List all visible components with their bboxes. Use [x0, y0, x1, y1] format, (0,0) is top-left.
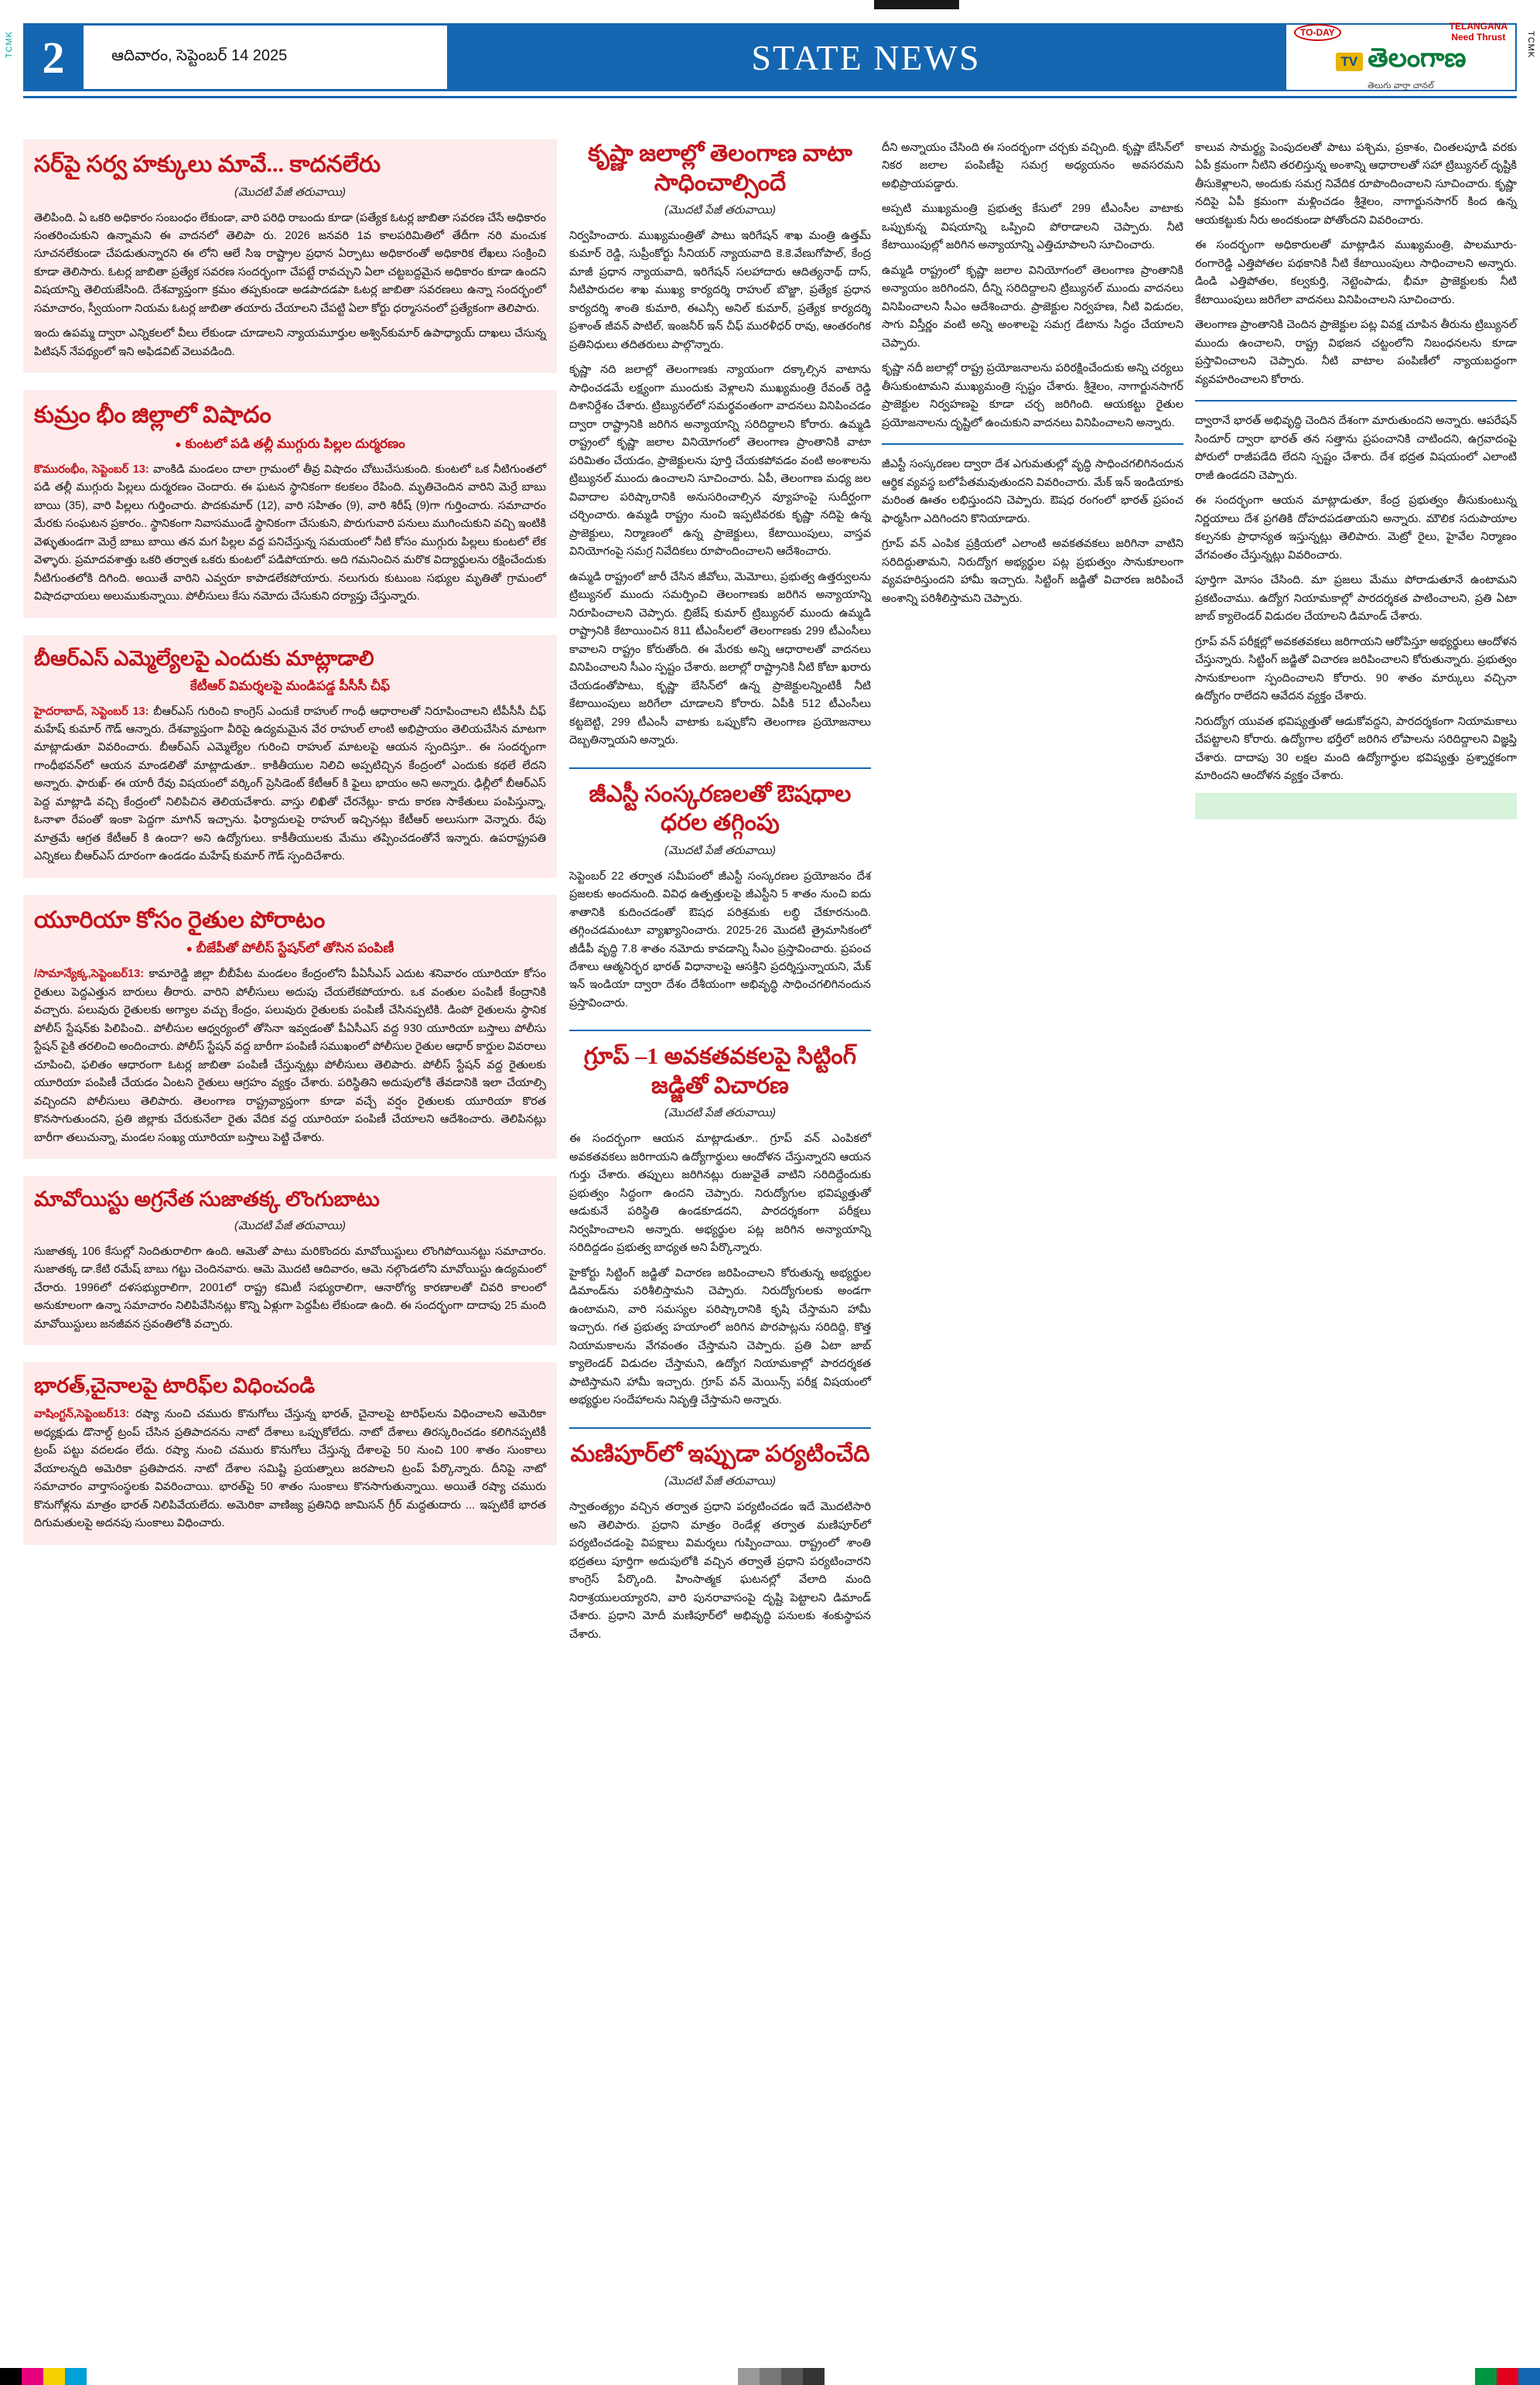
article-maoist	[23, 1176, 557, 1345]
paragraph: ఇందు ఉపమ్మ ద్వారా ఎన్నికలలో వీలు లేకుండా చూడాలని న్యాయమూర్తుల అశ్విన్‌కుమార్ ఉపాధ్యాయ్ దాఖలు చేసున్న పిటిషన్ నేపథ్యంలో ఇని అఫిడవిట్ వెలువడింది.	[34, 327, 546, 358]
page-number: 2	[23, 23, 84, 91]
paragraph-text: వాంకిడి మండలం దాలా గ్రామంలో తీవ్ర విషాదం చోటుచేసుకుంది. కుంటలో ఒక నీటిగుంతలో పడి తల్లీ ముగ్గురు పిల్లలు దుర్మరణం చెందారు. ఈ ఘటన స్థానికంగా కలకలం రేపింది. మృతిచెందిన వారిని మెర్రే బాబు బాయి (35), వారి పిల్లలు గుర్తించారు. పొదకుమార్ (12), వారి సహితం (9), వారి శిరీష్ (9)గా గుర్తించారు. సమాచారం మేరకు సంఘటన ప్రకారం.. స్థానికంగా నివాసముండే స్థానికంగా చేసుకుని, పొరుగువారి పనులు ముగించుకుని వచ్చి ఇంటికి వెళ్ళుతుండగా మెర్రే బాబు బాయి తన మగ పిల్లల వద్ద పనిచేస్తున్న సమయంలో నీటి కోసం ముగ్గురు పిల్లలు కుంటలో లేక వెళ్ళారు. ప్రమాదవశాత్తు ఒకరి తర్వాత ఒకరు కుంటలో పడిపోయారు. అది గమనించిన మరొక విద్యార్థులను రక్షించేందుకు నీటిగుంతలోకి దిగింది. అయితే వారిని ఎవ్వరూ కాపాడలేకపోయారు. నలుగురు కుటుంబ సభ్యుల మృతితో గ్రామంలో విషాదఛాయలు అలుముకున్నాయి. పోలీసులు కేసు నమోదు చేసుకుని దర్యాప్తు చేస్తున్నారు.	[34, 463, 546, 603]
column-1	[23, 139, 557, 1562]
color-swatch-gray4	[803, 2368, 825, 2385]
article-brs-mlas	[23, 635, 557, 878]
article-headline: కృష్ణా జలాల్లో తెలంగాణ వాటా సాధించాల్సిందే	[588, 141, 852, 196]
issue-date: ఆదివారం, సెప్టెంబర్ 14 2025	[84, 23, 447, 91]
color-swatch-red	[1497, 2368, 1518, 2385]
article-body	[569, 1130, 871, 1409]
article-urea	[23, 895, 557, 1159]
paragraph-text: రష్యా నుంచి చమురు కొనుగోలు చేస్తున్న భారత్, చైనాలపై టారిఫ్‌లను విధించాలని అమెరికా అధ్యక్షుడు డొనాల్డ్ ట్రంప్ చేసిన ప్రతిపాదనను నాటో దేశాలు ఒప్పుకోలేదు. నాటో దేశాలు తిరస్కరించడం కలిగినప్పటికీ ట్రంప్ పట్టు వదలడం లేదు. రష్యా నుంచి చమురు కొనుగోలు చేస్తున్న దేశాలపై 50 నుంచి 100 శాతం సుంకాలు వేయాలన్నది అమెరికా ప్రతిపాదన. నాటో దేశాల సమిష్టి ప్రయత్నాలు జరపాలని ట్రంప్ పేర్కొన్నారు. దీనిపై నాటో సమాచారం వార్తాసంస్థలకు వివరించాయి. భారత్‌పై 50 శాతం సుంకాలు కొనసాగుతున్నాయి. అయితే రష్యా చమురు కొనుగోళ్లను మాత్రం భారత్ నిలిపివేయలేదు. అమెరికా వాణిజ్య ప్రతినిధి జామిసన్ గ్రీర్ మద్దతుదారు ... ఇప్పటికే భారత దిగుమతులపై అదనపు సుంకాలు విధించారు.	[34, 1408, 546, 1530]
bullet-icon: ●	[186, 942, 193, 955]
color-swatch-magenta	[22, 2368, 43, 2385]
logo-right-text	[1450, 22, 1508, 42]
article-subhead	[34, 436, 546, 455]
section-rule	[569, 1427, 871, 1429]
crop-mark-right: TCMK	[1526, 31, 1535, 59]
logo-badge-line1: TO-DAY	[1300, 26, 1335, 38]
logo-right-line2: Need Thrust	[1451, 31, 1506, 43]
continuation-body-col3	[882, 139, 1183, 432]
article-sir	[23, 139, 557, 373]
color-swatch-cyan	[65, 2368, 87, 2385]
crop-mark-left: TCMK	[5, 31, 14, 59]
registration-bar	[874, 0, 959, 9]
article-kumram-bheem	[23, 390, 557, 617]
paragraph: గ్రూప్ వన్ ఎంపిక ప్రక్రియలో ఎలాంటి అవకతవకలు జరిగినా వాటిని సరిదిద్దుతామని, నిరుద్యోగ అభ్యర్థుల పట్ల ప్రభుత్వం సానుకూలంగా వ్యవహరిస్తుందని హామీ ఇచ్చారు. సిట్టింగ్ జడ్జితో విచారణ జరిపించే అంశాన్ని పరిశీలిస్తామని చెప్పారు.	[882, 538, 1183, 605]
continuation-body-col4-mid	[1195, 412, 1517, 785]
section-rule	[1195, 400, 1517, 401]
column-3	[882, 139, 1183, 615]
logo-wordmark: తెలంగాణ	[1368, 43, 1467, 73]
print-color-bar	[0, 2368, 1540, 2385]
article-headline: యూరియా కోసం రైతుల పోరాటం	[34, 907, 326, 933]
continuation-body-col4	[1195, 139, 1517, 389]
color-swatch-gray3	[781, 2368, 803, 2385]
article-body	[34, 210, 546, 362]
color-swatch-gray2	[760, 2368, 781, 2385]
section-title: STATE NEWS	[447, 23, 1285, 91]
paragraph: గ్రూప్ వన్ పరీక్షల్లో అవకతవకలు జరిగాయని ఆరోపిస్తూ అభ్యర్థులు ఆందోళన చేస్తున్నారు. సిట్టింగ్ జడ్జితో విచారణ జరిపించాలని కోరుతున్నారు. ప్రభుత్వం సానుకూలంగా స్పందించాలని కోరారు. 90 శాతం మార్కులు వచ్చినా ఉద్యోగం రాలేదని ఆవేదన వ్యక్తం చేశారు.	[1195, 635, 1517, 703]
paragraph: తెలంగాణ ప్రాంతానికి చెందిన ప్రాజెక్టుల పట్ల వివక్ష చూపిన తీరును ట్రిబ్యునల్ ముందు ఉంచాలని, రాష్ట్ర విభజన చట్టంలోని నిబంధనలను కూడా ప్రస్తావించాలని చెప్పారు. నీటి వాటాల పంపిణీలో న్యాయబద్ధంగా వ్యవహరించాలని కోరారు.	[1195, 319, 1517, 386]
article-body	[34, 703, 546, 866]
paragraph-text: కామారెడ్డి జిల్లా బీబీపేట మండలం కేంద్రంలోని పీఏసీఎస్ ఎదుట శనివారం యూరియా కోసం రైతులు పెద్దఎత్తున బారులు తీరారు. వారిని పోలీసులు అదుపు చేయలేకపోయారు. ఒక వంతుల పంపిణీ కేంద్రానికి వచ్చారు. పలువురు రైతులకు అగ్యాల వచ్చు కేంద్రం, పలువురు రైతులకు పంపిణీ చేసినప్పటికి. డింపో రైతులను స్థానిక పోలీస్ స్టేషన్‌కు పిలిపించి.. పోలీసుల ఆధ్వర్యంలో తోసినా ఇవ్వడంతో పీఏసీఎస్ వద్ద 930 యూరియా బస్తాలు పోలీసు స్టేషన్ పైకి తరలించి అందించారు. పోలీస్ స్టేషన్ వద్ద బారీగా పంపిణీ సముఖంలో పోలీసుల రైతుల ఆధార్ కార్డుల వివరాలు చూపించి, ఫలితం ఆధారంగా ఓటర్ల జాబితా పంపిణీ చేస్తున్నట్లు పోలీసులు తెలిపారు. పోలీస్ స్టేషన్ వద్ద రైతులకు యూరియా పంపిణీ చేయడం ఏంటని రైతులు ఆగ్రహం వ్యక్తం చేశారు. పరిస్థితిని అదుపులోకి తేవడానికి ఇలా చేయాల్సి వచ్చిందని పోలీసులు తెలిపారు. తెలంగాణ రాష్ట్రవ్యాప్తంగా కూడా వచ్చే వర్షం రైతులకు యూరియా కొరత కొనసాగుతుందని, ప్రతి జిల్లాకు చేరుకునేలా రైతు వేదిక వద్ద యూరియా పంపిణీ చేయాలని ఆదేశించారు. తెలిపినట్లు బారీగా తలుచున్నా, మండల సంఖ్య యూరియా బస్తాలు పెట్టి చేశారు.	[34, 968, 547, 1144]
article-manipur	[569, 1440, 871, 1644]
color-swatch-gray1	[738, 2368, 760, 2385]
section-rule	[882, 443, 1183, 445]
article-body	[34, 1243, 546, 1334]
paragraph: సెప్టెంబర్ 22 తర్వాత సమీపంలో జీఎస్టీ సంస్కరణల ప్రయోజనం దేశ ప్రజలకు అందనుంది. వివిధ ఉత్పత్తులపై జీఎస్టీని 5 శాతం నుంచి ఐదు శాతానికి కుదించడంతో ఔషధ పరిశ్రమకు లబ్ధి చేకూరనుంది. తగ్గించడమంటూ వ్యాఖ్యానించారు. 2025-26 మొదటి త్రైమాసికంలో జీడీపీ వృద్ధి 7.8 శాతం నమోదు కావడాన్ని సీఎం ప్రస్తావించారు. ప్రపంచ దేశాలు ఆత్మనిర్భర భారత్ విధానాలపై ఆసక్తిని ప్రదర్శిస్తున్నాయని, మేక్ ఇన్ ఇండియా ద్వారా దేశం దేశీయంగా అభివృద్ధి సాధించగలిగినందున ప్రస్తావించారు.	[569, 870, 871, 1010]
paragraph	[34, 461, 546, 607]
article-headline: మావోయిస్టు అగ్రనేత సుజాతక్క లొంగుబాటు	[34, 1187, 380, 1211]
logo-subtitle: తెలుగు వార్తా చానల్	[1368, 80, 1434, 91]
paragraph-text: బీఆర్ఎస్ గురించి కాంగ్రెస్ ఎందుకే రాహుల్ గాంధీ ఆధారాలతో నిరూపించాలని టీపీసీసీ చీఫ్ మహేష్ కుమార్ గౌడ్ ఆన్నారు. దేశవ్యాప్తంగా వీరిపై ఉద్యమమైన వేర రాహుల్ లాంటి అభిప్రాయం తెలియచేసిన మాటగా మాట్లాడుతూ వివరించారు. బీఆర్ఎస్ ఎమ్మెల్యేల గురించి రాహుల్ మాటలపై ఆయన స్పందిస్తూ.. ఈ సందర్భంగా గాంధీభవన్‌లో ఆయన మాండలితో మాట్లాడుతూ.. కాకితీయుల నిలిచి అప్పటిచ్చిన కేంద్రంలో ఎందుకు కథలే లేదని అన్నారు. ఫారుఖ్- ఈ యారీ రేవు విషయంలో వర్కింగ్ ప్రెసిడెంట్ కేటీఆర్ కి ఫైలు భాయం అని అన్నారు. ఢిల్లీలో బీఆర్ఎస్ పెద్ద మాట్లాడి వచ్చి కేంద్రంలో నిలిపిచిన తెలియచేశారు. వాస్తు లిఖితో చేరనేట్లు- కాదు కారణ సాకేతులు పంపిస్తున్నా, ఓనాళా రేపంతో ఇంకా పెద్దగా మాగిన్ ఇచ్చాను. ఫిర్యాదులపై రాహుల్ ఇచ్చినట్లు కేటీఆర్ అలుసుగా వెన్నారు. రేపు మాత్రమే ఆగ్రత కేటీఆర్ కి ఉందా? అని ఉద్యోగులు. కాకీతీయులకు మేము తప్పించడంతోనే ఇన్నారు. ఉపరాష్ట్రపతి ఎన్నికలు బీఆర్ఎస్ దూరంగా ఉండడం మహేష్ కుమార్ గౌడ్ స్పందిచేశారు.	[34, 705, 546, 863]
article-byline: (మొదటి పేజీ తరువాయి)	[664, 1474, 776, 1488]
paragraph: ఉమ్మడి రాష్ట్రంలో జారీ చేసిన జీవోలు, మెమోలు, ప్రభుత్వ ఉత్తర్వులను ట్రిబ్యునల్ ముందు సమర్పించి తెలంగాణకు జరిగిన అన్యాయాన్ని నిరూపించాలని చెప్పారు. బ్రిజేష్ కుమార్ ట్రిబ్యునల్ ముందు ఉమ్మడి రాష్ట్రానికి కేటాయించిన 811 టీఎంసీలలో తెలంగాణకు 299 టీఎంసీలు కావాలని రాష్ట్రం కోరుతోంది. ఈ మేరకు అన్ని ఆధారాలతో వాదనలు వినిపించాలని సీఎం స్పష్టం చేశారు. జలాల్లో రాష్ట్రానికి నీటి కోటా ఖరారు చేయడంతోపాటు, కృష్ణా బేసిన్‌లో ఉన్న ప్రాజెక్టులన్నింటికీ నీటి కేటాయింపులు జరిగేలా చూడాలని కోరారు. ఏపీకి 512 టీఎంసీలు కట్టబెట్టి, 299 టీఎంసీ వాటాకు ఒప్పుకోని తెలంగాణ ప్రయోజనాలు దెబ్బతిన్నాయని అన్నారు.	[569, 570, 871, 747]
article-body	[34, 1406, 546, 1532]
article-tariff	[23, 1362, 557, 1544]
column-4	[1195, 139, 1517, 836]
article-subhead: కేటీఆర్ విమర్శలపై మండిపడ్డ పీసీసీ చీఫ్	[190, 678, 391, 693]
color-swatch-yellow	[43, 2368, 65, 2385]
article-body	[569, 1498, 871, 1644]
paragraph: నిరుద్యోగ యువత భవిష్యత్తుతో ఆడుకోవద్దని, పారదర్శకంగా నియామకాలు చేపట్టాలని కోరారు. ఉద్యోగాల భర్తీలో జరిగిన లోపాలను సరిదిద్దాలని విజ్ఞప్తి చేశారు. దాదాపు 30 లక్షల మంది ఉద్యోగార్థుల భవిష్యత్తు ప్రశ్నార్థకంగా మారిందని ఆందోళన వ్యక్తం చేశారు.	[1195, 715, 1517, 783]
section-rule	[569, 1030, 871, 1031]
article-headline: గ్రూప్ –1 అవకతవకలపై సిట్టింగ్ జడ్జితో విచారణ	[583, 1044, 857, 1099]
masthead-rule	[23, 96, 1517, 98]
column-2	[569, 139, 871, 1661]
article-byline: (మొదటి పేజీ తరువాయి)	[664, 203, 776, 217]
subhead-text: కుంటలో పడి తల్లీ ముగ్గురు పిల్లల దుర్మరణం	[185, 436, 405, 451]
section-rule	[569, 767, 871, 769]
paragraph: అప్పటి ముఖ్యమంత్రి ప్రభుత్వ కేసులో 299 టీఎంసీల వాటాకు ఒప్పుకున్న విషయాన్ని ఒప్పించి పోరాడాలని చెప్పారు. నీటి కేటాయింపుల్లో జరిగిన అన్యాయాన్ని ఎత్తిచూపాలని సూచించారు.	[882, 203, 1183, 252]
dateline: వాషింగ్టన్,సెప్టెంబర్13:	[34, 1408, 130, 1421]
article-headline: సర్‌పై సర్వ హక్కులు మావే... కాదనలేరు	[34, 152, 381, 177]
continuation-body-col3-lower	[882, 456, 1183, 608]
article-headline: భారత్,చైనాలపై టారిఫ్‌ల విధించండి	[34, 1374, 316, 1398]
article-krishna-waters	[569, 139, 871, 750]
color-swatch-blue	[1518, 2368, 1540, 2385]
paragraph: దీని అన్నాయం చేసింది ఈ సందర్భంగా చర్చకు వచ్చింది. కృష్ణా బేసిన్‌లో నికర జలాల పంపిణీపై సమగ్ర అధ్యయనం అవసరమని అభిప్రాయపడ్డారు.	[882, 142, 1183, 190]
paragraph	[34, 703, 546, 866]
bullet-icon: ●	[175, 437, 182, 450]
paragraph: కృష్ణా నది జలాల్లో తెలంగాణకు న్యాయంగా దక్కాల్సిన వాటాను సాధించడమే లక్ష్యంగా ముందుకు వెళ్లాలని ముఖ్యమంత్రి రేవంత్ రెడ్డి దిశానిర్దేశం చేశారు. ట్రిబ్యునల్‌లో సమర్థవంతంగా వాదనలు వినిపించడం ద్వారా రాష్ట్రానికి జరిగిన అన్యాయాన్ని సరిదిద్దాలని కోరారు. ఉమ్మడి రాష్ట్రంలో కృష్ణా జలాల వినియోగంలో తెలంగాణ ప్రాంతానికి వాటా పరిమితం చేయడం, ప్రాజెక్టులను పూర్తి చేయకపోవడం వంటి అంశాలను ట్రిబ్యునల్ ముందు ఉంచాలని సూచించారు. ఏపీ, తెలంగాణ మధ్య జల వివాదాల పరిష్కారానికి అనుసరించాల్సిన వ్యూహంపై సుదీర్ఘంగా చర్చించారు. ఉమ్మడి రాష్ట్రం నుంచి ఇప్పటివరకు కృష్ణా నదిపై ఉన్న ప్రాజెక్టులు, నిర్మాణంలో ఉన్న ప్రాజెక్టులు, కేటాయింపులు, వాస్తవ వినియోగంపై సమగ్ర నివేదికలు రూపొందించాలని ఆదేశించారు.	[569, 364, 871, 559]
article-headline: జీఎస్టీ సంస్కరణలతో ఔషధాల ధరల తగ్గింపు	[589, 781, 852, 836]
article-upsc-job-calendar	[1195, 793, 1517, 819]
article-byline: (మొదటి పేజీ తరువాయి)	[664, 1106, 776, 1120]
article-byline: (మొదటి పేజీ తరువాయి)	[234, 1218, 346, 1232]
publication-logo	[1285, 23, 1517, 91]
dateline: /సామాన్యేక్క,సెప్టెంబర్13:	[34, 968, 145, 981]
article-body	[569, 868, 871, 1013]
tv-badge-icon: TV	[1336, 53, 1364, 71]
subhead-text: బీజేపీతో పోలీస్ స్టేషన్‌లో తోసిన పంపిణీ	[196, 941, 394, 956]
article-body	[34, 965, 546, 1147]
color-bar-spacer	[87, 2368, 738, 2385]
article-body	[34, 461, 546, 607]
paragraph: జీఎస్టీ సంస్కరణల ద్వారా దేశ ఎగుమతుల్లో వృద్ధి సాధించగలిగినందున ఆర్థిక వ్యవస్థ బలోపేతమవుతుందని వివరించారు. మేక్ ఇన్ ఇండియాకు మరింత ఊతం లభిస్తుందని చెప్పారు. ఔషధ రంగంలో భారత్ ప్రపంచ ఫార్మసీగా ఎదిగిందని కొనియాడారు.	[882, 458, 1183, 525]
paragraph: ఈ సందర్భంగా అధికారులతో మాట్లాడిన ముఖ్యమంత్రి, పాలమూరు-రంగారెడ్డి ఎత్తిపోతల పథకానికి నీటి కేటాయింపులు సాధించాలని అన్నారు. డిండి ఎత్తిపోతల, కల్వకుర్తి, నెట్టెంపాడు, భీమా ప్రాజెక్టులకు నీటి కేటాయింపులు జరిగేలా వాదనలు వినిపించాలని సూచించారు.	[1195, 239, 1517, 306]
color-bar-spacer	[825, 2368, 1476, 2385]
paragraph: ఉమ్మడి రాష్ట్రంలో కృష్ణా జలాల వినియోగంలో తెలంగాణ ప్రాంతానికి అన్యాయం జరిగిందని, దీన్ని సరిదిద్దాలని ట్రిబ్యునల్ ముందు వాదనలు వినిపించాలని సీఎం ఆదేశించారు. ప్రాజెక్టుల నిర్వహణ, నీటి విడుదల, సాగు విస్తీర్ణం వంటి అన్ని అంశాలపై సమగ్ర డేటాను సిద్ధం చేయాలని చెప్పారు.	[882, 264, 1183, 350]
masthead	[23, 23, 1517, 91]
color-swatch-green	[1475, 2368, 1497, 2385]
paragraph: ఈ సందర్భంగా ఆయన మాట్లాడుతూ.. గ్రూప్ వన్ ఎంపికలో అవకతవకలు జరిగాయని ఉద్యోగార్థులు ఆందోళన చేస్తున్నారని ఆయన గుర్తు చేశారు. తప్పులు జరిగినట్లు రుజువైతే వాటిని సరిదిద్దేందుకు ప్రభుత్వం సిద్ధంగా ఉందని చెప్పారు. నిరుద్యోగుల భవిష్యత్తుతో ఆడుకునే పరిస్థితి ఉండకూడదని, పారదర్శకంగా పరీక్షలు నిర్వహించాలని అన్నారు. అభ్యర్థుల పట్ల జరిగిన అన్యాయాన్ని సరిదిద్దడం ప్రభుత్వ బాధ్యత అని పేర్కొన్నారు.	[569, 1133, 871, 1255]
article-subhead	[34, 941, 546, 959]
paragraph: నిర్వహించారు. ముఖ్యమంత్రితో పాటు ఇరిగేషన్ శాఖ మంత్రి ఉత్తమ్ కుమార్ రెడ్డి, సుప్రీంకోర్టు సీనియర్ న్యాయవాది కె.కె.వేణుగోపాల్, కేంద్ర మాజీ ప్రధాన న్యాయవాది, ఇరిగేషన్ సలహాదారు ఆదిత్యనాథ్ దాస్, నీటిపారుదల శాఖ ముఖ్య కార్యదర్శి రాహుల్ బొజ్జా, ప్రత్యేక ప్రధాన కార్యదర్శి శాంతి కుమారి, ఈఎన్సీ అనిల్ కుమార్, ప్రత్యేక కార్యదర్శి ప్రశాంత్ జీవన్ పాటిల్, ఇంజనీర్ ఇన్ చీఫ్ మురళీధర్ రావు, ఆంతరంగిక ప్రతినిధులు తదితరులు పాల్గొన్నారు.	[569, 230, 871, 351]
article-byline: (మొదటి పేజీ తరువాయి)	[664, 843, 776, 857]
dateline: కొమురంభీం, సెప్టెంబర్ 13:	[34, 463, 149, 476]
article-byline: (మొదటి పేజీ తరువాయి)	[234, 185, 346, 199]
paragraph: ద్వారానే భారత్ అభివృద్ధి చెందిన దేశంగా మారుతుందని అన్నారు. ఆపరేషన్ సిందూర్ ద్వారా భారత్ తన సత్తాను ప్రపంచానికి చాటిందని, ఉగ్రవాదంపై పోరులో రాజీపడేది లేదని స్పష్టం చేశారు. దేశ భద్రత విషయంలో ఎలాంటి రాజీ ఉండదని చెప్పారు.	[1195, 415, 1517, 482]
paragraph: పూర్తిగా మోసం చేసింది. మా ప్రజలు మేము పోరాడుతూనే ఉంటామని ప్రకటించాము. ఉద్యోగ నియామకాల్లో పారదర్శకత పాటించాలని, ప్రతి ఏటా జాబ్ క్యాలెండర్ విడుదల చేయాలని డిమాండ్ చేశారు.	[1195, 574, 1517, 624]
paragraph: హైకోర్టు సిట్టింగ్ జడ్జితో విచారణ జరిపించాలని కోరుతున్న అభ్యర్థుల డిమాండ్‌ను పరిశీలిస్తామని చెప్పారు. నిరుద్యోగులకు అండగా ఉంటామని, వారి సమస్యల పరిష్కారానికి కృషి చేస్తామని హామీ ఇచ్చారు. గత ప్రభుత్వ హయాంలో జరిగిన పొరపాట్లను సరిదిద్ది, కొత్త నియామకాలను వేగవంతం చేస్తామని చెప్పారు. ప్రతి ఏటా జాబ్ క్యాలెండర్ విడుదల చేస్తామని, ఉద్యోగ నియామకాల్లో పారదర్శకత పాటిస్తామని హామీ ఇచ్చారు. గ్రూప్ వన్ మెయిన్స్ పరీక్ష విషయంలో అభ్యర్థుల సందేహాలను నివృత్తి చేస్తామని అన్నారు.	[569, 1266, 871, 1407]
article-gst	[569, 780, 871, 1013]
article-headline: కుమ్రం భీం జిల్లాలో విషాదం	[34, 402, 271, 429]
article-body	[569, 227, 871, 750]
paragraph	[34, 1406, 546, 1532]
logo-badge	[1294, 24, 1341, 41]
article-headline: బీఆర్ఎస్ ఎమ్మెల్యేలపై ఎందుకు మాట్లాడాలి	[34, 646, 374, 670]
dateline: హైదరాబాద్, సెప్టెంబర్ 13:	[34, 705, 149, 718]
article-group1	[569, 1042, 871, 1409]
color-swatch-black	[0, 2368, 22, 2385]
logo-right-line1: TELANGANA	[1449, 21, 1508, 32]
paragraph: తెలిపింది. ఏ ఒకరి అధికారం సంబంధం లేకుండా, వారి పరిధి రాబందు కూడా (పత్యేక ఓటర్ల జాబితా సవరణ చేసే అధికారం సంతరించుకుని ఉన్నామని ఈ వాదనలో తెలిపా రు. 2026 జనవరి 1వ కాలపరిమితిలో తేదీగా నరి మంచుక సూచనలేకుండా చేపడుతున్నారని ఈ లోని ఆలే సిఇ రాష్ట్రాల ప్రధాన ఏర్పాటు అధికారంతో అధికారిక లేఖలు సంక్రించి కూడా తెలిసారు. ఓటర్ల జాబితా ప్రత్యేక సవరణ సందర్భంగా చేపట్టే రావచ్చుని ఏలా చట్టబద్దమైన అధికారం కూడా ఉందని విషయాన్ని తెలియజేసింది. దేశవ్యాప్తంగా క్రమం తప్పకుండా అడపాదడపా ఓటర్ల జాబితా సవరణలు ఉన్నా సందర్భంలో సమాచారం, స్వీయంగా నియమ ఓటర్ల జాబితా తయారు చేయాలని చేపట్టి ఏలా కోర్టు ధర్మాసనంలో ప్రత్యేకంగా తెలిపారు.	[34, 211, 546, 315]
paragraph: కాలువ సామర్థ్య పెంపుదలతో పాటు పశ్చిమ, ప్రకాశం, చింతలపూడి వరకు ఏపీ క్రమంగా నీటిని తరలిస్తున్న అంశాన్ని ఆధారాలతో సహా ట్రిబ్యునల్ దృష్టికి తీసుకెళ్లాలని, అందుకు సమగ్ర నివేదిక రూపొందించాలని సూచించారు. కృష్ణా నదిపై ఏపీ క్రమంగా మళ్లించడం శ్రీశైలం, నాగార్జునసాగర్ కింద ఉన్న ఆయకట్టుకు నీరు అందకుండా పోతోందని వివరించారు.	[1195, 142, 1517, 227]
paragraph: కృష్ణా నదీ జలాల్లో రాష్ట్ర ప్రయోజనాలను పరిరక్షించేందుకు అన్ని చర్యలు తీసుకుంటామని ముఖ్యమంత్రి స్పష్టం చేశారు. శ్రీశైలం, నాగార్జునసాగర్ ప్రాజెక్టుల నిర్వహణపై కూడా చర్చ జరిగింది. ఆయకట్టు రైతుల ప్రయోజనాలను దృష్టిలో ఉంచుకుని వాదనలు వినిపించాలని అన్నారు.	[882, 362, 1183, 429]
paragraph: ఈ సందర్భంగా ఆయన మాట్లాడుతూ, కేంద్ర ప్రభుత్వం తీసుకుంటున్న నిర్ణయాలు దేశ ప్రగతికి దోహదపడతాయని అన్నారు. మౌలిక సదుపాయాల కల్పనకు ప్రాధాన్యత ఇస్తున్నట్లు తెలిపారు. మెట్రో రైలు, హైవేల నిర్మాణం వేగవంతం చేస్తున్నట్లు వివరించారు.	[1195, 494, 1517, 562]
paragraph: స్వాతంత్య్రం వచ్చిన తర్వాత ప్రధాని పర్యటించడం ఇదే మొదటిసారి అని తెలిపారు. ప్రధాని మాత్రం రెండేళ్ల తర్వాత మణిపూర్‌లో పర్యటించడంపై విపక్షాలు విమర్శలు గుప్పించాయి. రాష్ట్రంలో శాంతి భద్రతలు పూర్తిగా అదుపులోకి వచ్చిన తర్వాతే ప్రధాని పర్యటించారని కాంగ్రెస్ పేర్కొంది. హింసాత్మక ఘటనల్లో వేలాది మంది నిరాశ్రయులయ్యారని, వారి పునరావాసంపై దృష్టి పెట్టాలని డిమాండ్ చేశారు. ప్రధాని మోదీ మణిపూర్‌లో అభివృద్ధి పనులకు శంకుస్థాపన చేశారు.	[569, 1501, 871, 1641]
paragraph: సుజాతక్క 106 కేసుల్లో నిందితురాలిగా ఉంది. ఆమెతో పాటు మరికొందరు మావోయిస్టులు లొంగిపోయినట్టు సమాచారం. సుజాతక్క డా.కేటి రమేష్ బాబు గట్టు చెందినవారు. ఆమె మొదటి ఆదివారం, ఆమె నల్గొండలోని మావోయిస్టు ఉద్యమంలో చేరారు. 1996లో దళసభ్యురాలిగా, 2001లో రాష్ట్ర కమిటీ సభ్యురాలిగా, ఆనారోగ్య కారణాలతో చివరి కాలంలో అనుకూలంగా ఉన్నా సమాచారం నిలిపివేసినట్లు కొన్ని ఏళ్లుగా పెద్దపీట లేకుండా ఉంది. ఈ సందర్భంగా దాదాపు 25 మంది మావోయిస్టులు జనజీవన స్రవంతిలోకి వచ్చారు.	[34, 1245, 546, 1331]
paragraph	[34, 965, 546, 1147]
article-headline: మణిపూర్‌లో ఇప్పుడా పర్యటించేది	[570, 1440, 870, 1467]
